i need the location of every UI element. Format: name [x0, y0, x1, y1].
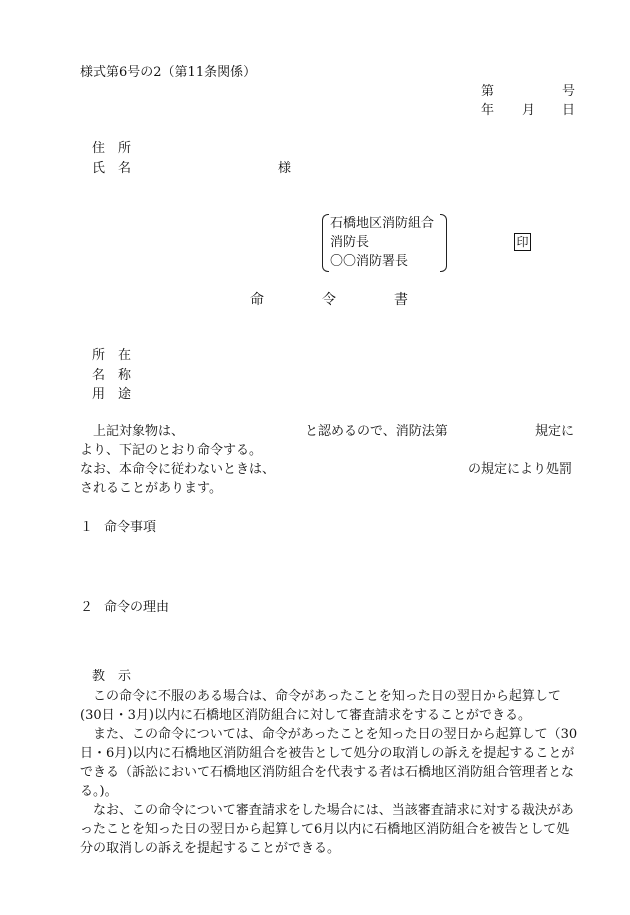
body-line1-b: と認めるので、消防法第 — [305, 424, 448, 439]
section1-label: 命令事項 — [104, 520, 157, 535]
body-line2: より、下記のとおり命令する。 — [80, 443, 263, 458]
form-id: 様式第6号の2（第11条関係） — [80, 65, 257, 80]
notice-paragraph-3: なお、この命令について審査請求をした場合には、当該審査請求に対する裁決があったことを知った日の翌日から起算して6月以内に石橋地区消防組合を被告として処分の取消しの訴えを提起することができる。 — [80, 803, 574, 856]
section2-number: ２ — [80, 600, 94, 615]
use-label: 用 途 — [92, 387, 132, 402]
issuer-line1: 石橋地区消防組合 — [330, 216, 435, 231]
location-label: 所 在 — [92, 348, 132, 363]
body-line4: されることがあります。 — [80, 481, 222, 496]
title-char-1: 命 — [250, 292, 264, 308]
notice-paragraph-2: また、この命令については、命令があったことを知った日の翌日から起算して（30日・6月)以内に石橋地区消防組合を被告として処分の取消しの訴えを提起することができる（訴訟において石橋地区消防組合を代表する者は石橋地区消防組合管理者となる。)。 — [80, 727, 578, 799]
date-year: 年 — [481, 103, 495, 118]
notice-heading: 教 示 — [92, 669, 132, 684]
name-label: 氏 名 — [92, 161, 132, 176]
issuer-line3: 〇〇消防署長 — [330, 254, 409, 269]
target-name-label: 名 称 — [92, 368, 132, 383]
date-day: 日 — [562, 103, 576, 118]
notice-paragraph-1: この命令に不服のある場合は、命令があったことを知った日の翌日から起算して(30日・3月)以内に石橋地区消防組合に対して審査請求をすることができる。 — [80, 689, 561, 723]
issuer-bracket-right — [440, 214, 447, 272]
section1-number: １ — [80, 520, 94, 535]
body-line1-a: 上記対象物は、 — [80, 424, 185, 439]
body-line3-b: の規定により処罰 — [468, 462, 573, 477]
body-line3-a: なお、本命令に従わないときは、 — [80, 462, 276, 477]
honorific: 様 — [278, 161, 292, 176]
number-suffix: 号 — [562, 84, 576, 99]
date-month: 月 — [522, 103, 536, 118]
section2-label: 命令の理由 — [104, 600, 170, 615]
issuer-line2: 消防長 — [330, 235, 370, 250]
title-char-3: 書 — [394, 292, 408, 308]
seal-mark: 印 — [514, 233, 531, 251]
title-char-2: 令 — [322, 292, 336, 308]
issuer-bracket-left — [322, 214, 329, 272]
body-line1-c: 規定に — [535, 424, 575, 439]
number-prefix: 第 — [481, 84, 495, 99]
address-label: 住 所 — [92, 141, 132, 156]
